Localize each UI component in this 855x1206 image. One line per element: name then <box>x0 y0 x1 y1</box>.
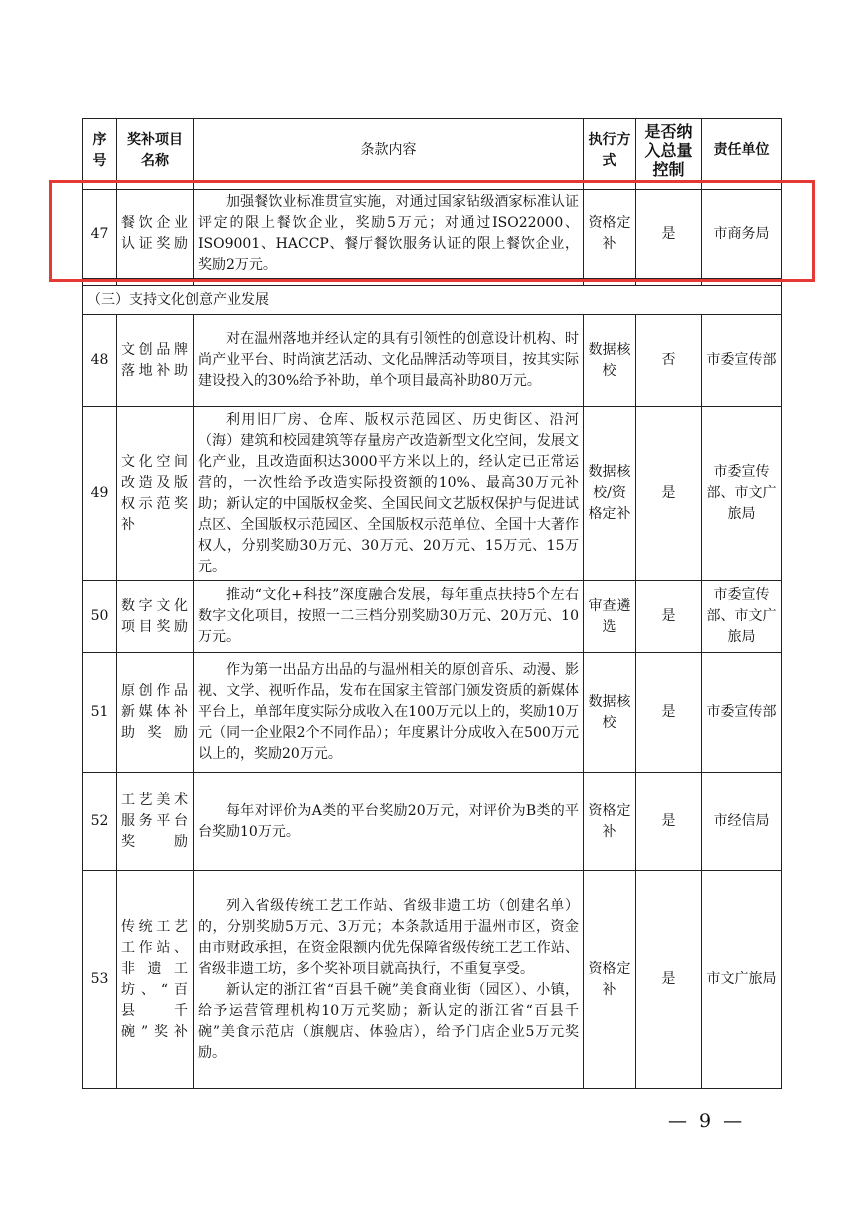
section-title: （三）支持文化创意产业发展 <box>83 286 782 315</box>
highlight-box <box>49 180 815 282</box>
row-no: 47 <box>83 190 117 279</box>
row-method: 数据核校 <box>584 653 636 773</box>
row-name: 文化空间改造及版权示范奖补 <box>117 407 194 581</box>
row-unit: 市商务局 <box>702 190 782 279</box>
row-unit: 市委宣传部、市文广旅局 <box>702 581 782 653</box>
row-content: 列入省级传统工艺工作站、省级非遗工坊（创建名单）的，分别奖励5万元、3万元；本条款适用于温州市区，资金由市财政承担，在资金限额内优先保障省级传统工艺工作站、省级非遗工坊，多个奖补项目就高执行，不重复享受。 新认定的浙江省“百县千碗”美食商业街（园区）、小镇，给予运营管理机构10万元奖励；新认定的浙江省“百县千碗”美食示范店（旗舰店、体验店），给予门店企业5万元奖励。 <box>194 871 584 1089</box>
row-content: 加强餐饮业标准贯宣实施，对通过国家钻级酒家标准认证评定的限上餐饮企业，奖励5万元；对通过ISO22000、ISO9001、HACCP、餐厅餐饮服务认证的限上餐饮企业，奖励2万元。 <box>194 190 584 279</box>
row-content: 利用旧厂房、仓库、版权示范园区、历史街区、沿河（海）建筑和校园建筑等存量房产改造新型文化空间，发展文化产业，且改造面积达3000平方米以上的，经认定已正常运营的，一次性给予改造实际投资额的10%、最高30万元补助；新认定的中国版权金奖、全国民间文艺版权保护与促进试点区、全国版权示范园区、全国版权示范单位、全国十大著作权人，分别奖励30万元、30万元、20万元、15万元、15万元。 <box>194 407 584 581</box>
row-name: 传统工艺工作站、非遗工坊、“百县千碗”奖补 <box>117 871 194 1089</box>
row-name: 工艺美术服务平台奖励 <box>117 773 194 871</box>
header-no: 序号 <box>83 119 117 183</box>
row-method: 数据核校 <box>584 315 636 407</box>
header-unit: 责任单位 <box>702 119 782 183</box>
row-unit: 市委宣传部 <box>702 653 782 773</box>
row-method: 审查遴选 <box>584 581 636 653</box>
table-row <box>83 653 782 773</box>
table-header <box>83 119 782 183</box>
row-unit: 市委宣传部、市文广旅局 <box>702 407 782 581</box>
row-no: 52 <box>83 773 117 871</box>
row-no: 50 <box>83 581 117 653</box>
row-name: 餐饮企业认证奖励 <box>117 190 194 279</box>
row-content: 每年对评价为A类的平台奖励20万元，对评价为B类的平台奖励10万元。 <box>194 773 584 871</box>
row-unit: 市文广旅局 <box>702 871 782 1089</box>
header-method: 执行方式 <box>584 119 636 183</box>
page-number: — 9 — <box>668 1110 746 1132</box>
row-content: 对在温州落地并经认定的具有引领性的创意设计机构、时尚产业平台、时尚演艺活动、文化品牌活动等项目，按其实际建设投入的30%给予补助，单个项目最高补助80万元。 <box>194 315 584 407</box>
row-quota: 是 <box>636 653 702 773</box>
table-row <box>83 773 782 871</box>
row-quota: 是 <box>636 773 702 871</box>
header-content: 条款内容 <box>194 119 584 183</box>
row-quota: 是 <box>636 190 702 279</box>
table-row <box>83 871 782 1089</box>
row-unit: 市经信局 <box>702 773 782 871</box>
row-method: 资格定补 <box>584 773 636 871</box>
header-quota: 是否纳入总量控制 <box>636 119 702 183</box>
row-no: 53 <box>83 871 117 1089</box>
row-name: 数字文化项目奖励 <box>117 581 194 653</box>
row-name: 原创作品新媒体补助奖励 <box>117 653 194 773</box>
row-name: 文创品牌落地补助 <box>117 315 194 407</box>
row-content: 作为第一出品方出品的与温州相关的原创音乐、动漫、影视、文学、视听作品，发布在国家主管部门颁发资质的新媒体平台上，单部年度实际分成收入在100万元以上的，奖励10万元（同一企业限2个不同作品）；年度累计分成收入在500万元以上的，奖励20万元。 <box>194 653 584 773</box>
row-no: 51 <box>83 653 117 773</box>
table-row <box>83 407 782 581</box>
row-no: 49 <box>83 407 117 581</box>
row-quota: 否 <box>636 315 702 407</box>
row-quota: 是 <box>636 581 702 653</box>
row-method: 资格定补 <box>584 871 636 1089</box>
section-row <box>83 286 782 315</box>
row-method: 数据核校/资格定补 <box>584 407 636 581</box>
row-quota: 是 <box>636 407 702 581</box>
row-no: 48 <box>83 315 117 407</box>
table-row <box>83 315 782 407</box>
row-content: 推动“文化+科技”深度融合发展，每年重点扶持5个左右数字文化项目，按照一二三档分别奖励30万元、20万元、10万元。 <box>194 581 584 653</box>
row-unit: 市委宣传部 <box>702 315 782 407</box>
row-quota: 是 <box>636 871 702 1089</box>
table-row <box>83 581 782 653</box>
row-method: 资格定补 <box>584 190 636 279</box>
header-name: 奖补项目名称 <box>117 119 194 183</box>
